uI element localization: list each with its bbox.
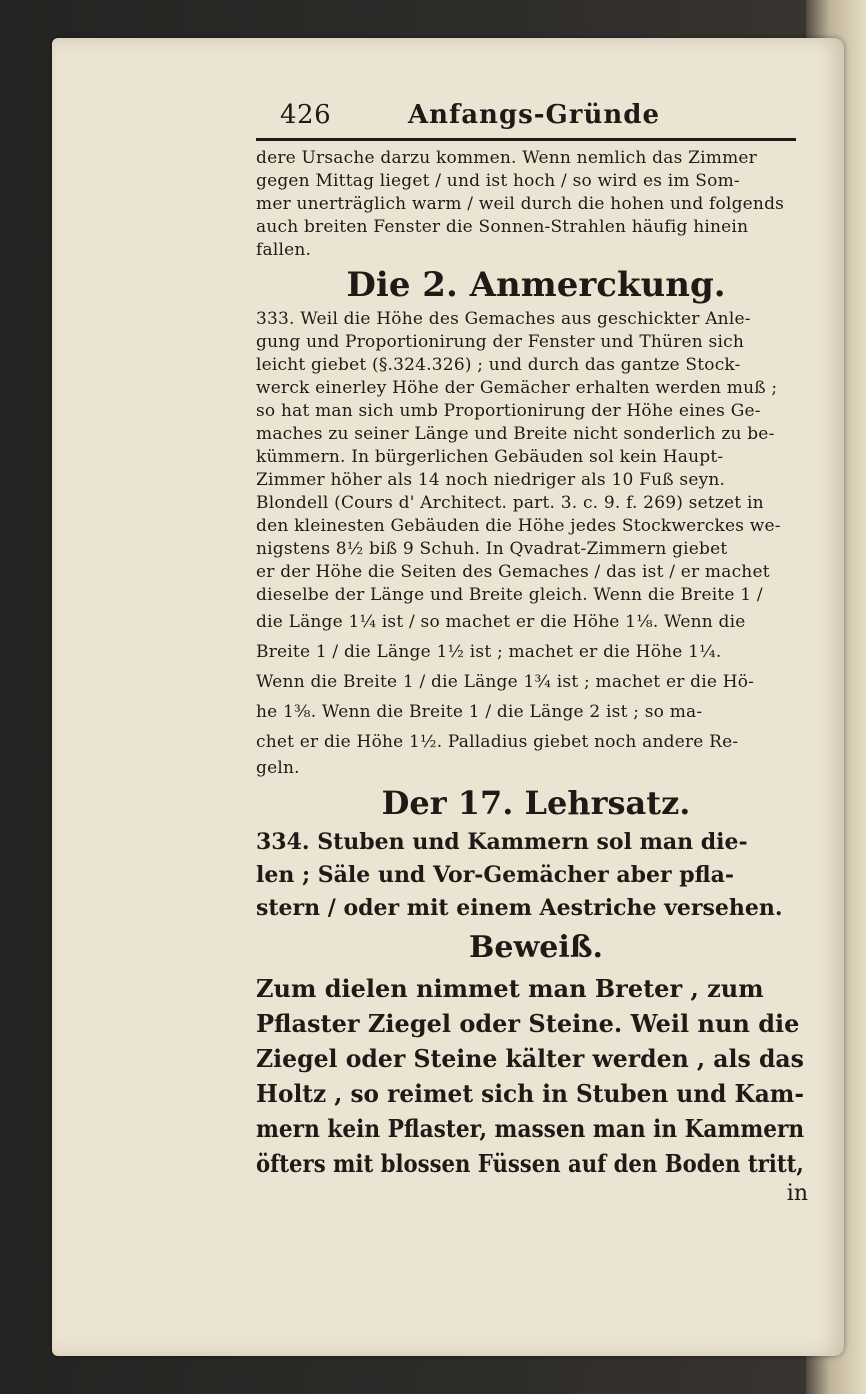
text-line: dere Ursache darzu kommen. Wenn nemlich das Zimmer — [256, 148, 757, 168]
text-line: Zimmer höher als 14 noch niedriger als 10 Fuß seyn. — [256, 470, 726, 490]
text-line: 333. Weil die Höhe des Gemaches aus geschickter Anle- — [256, 309, 751, 329]
text-line: stern / oder mit einem Aestriche versehen. — [256, 895, 783, 921]
text-line: er der Höhe die Seiten des Gemaches / das ist / er machet — [256, 562, 770, 582]
text-line: Breite 1 / die Länge 1½ ist ; machet er die Höhe 1¼. — [256, 642, 722, 662]
theorem-334 — [256, 826, 816, 925]
text-line: Holtz , so reimet sich in Stuben und Kam- — [256, 1079, 804, 1108]
text-line: Zum dielen nimmet man Breter , zum — [256, 974, 764, 1003]
header-rule — [256, 138, 796, 141]
text-line: chet er die Höhe 1½. Palladius giebet noch andere Re- — [256, 732, 739, 752]
text-line: leicht giebet (§.324.326) ; und durch das gantze Stock- — [256, 355, 741, 375]
section-heading-beweiss: Beweiß. — [469, 930, 603, 965]
text-line: den kleinesten Gebäuden die Höhe jedes Stockwerckes we- — [256, 516, 781, 536]
page-header — [280, 100, 660, 130]
section-heading-lehrsatz: Der 17. Lehrsatz. — [381, 784, 691, 822]
text-line: gung und Proportionirung der Fenster und Thüren sich — [256, 332, 744, 352]
text-line: geln. — [256, 758, 300, 778]
text-line: Ziegel oder Steine kälter werden , als das — [256, 1044, 804, 1073]
text-line: so hat man sich umb Proportionirung der Höhe eines Ge- — [256, 401, 761, 421]
text-line: werck einerley Höhe der Gemächer erhalten werden muß ; — [256, 378, 778, 398]
text-line: nigstens 8½ biß 9 Schuh. In Qvadrat-Zimmern giebet — [256, 539, 728, 559]
text-line: die Länge 1¼ ist / so machet er die Höhe 1⅛. Wenn die — [256, 612, 746, 632]
text-line: mern kein Pflaster, massen man in Kammern — [256, 1114, 805, 1143]
text-line: gegen Mittag lieget / und ist hoch / so wird es im Som- — [256, 171, 740, 191]
proof-paragraph — [256, 971, 816, 1181]
text-line: Pflaster Ziegel oder Steine. Weil nun die — [256, 1009, 800, 1038]
text-line: kümmern. In bürgerlichen Gebäuden sol kein Haupt- — [256, 447, 724, 467]
paragraph-333 — [256, 308, 816, 780]
text-line: Wenn die Breite 1 / die Länge 1¾ ist ; machet er die Hö- — [256, 672, 755, 692]
section-heading-anmerckung: Die 2. Anmerckung. — [346, 265, 726, 305]
paragraph-continuation — [256, 147, 816, 262]
running-title: Anfangs-Gründe — [407, 100, 660, 130]
text-line: auch breiten Fenster die Sonnen-Strahlen häufig hinein — [256, 217, 749, 237]
text-line: mer unerträglich warm / weil durch die hohen und folgends — [256, 194, 785, 214]
text-line: Blondell (Cours d' Architect. part. 3. c. 9. f. 269) setzet in — [256, 493, 764, 513]
page-text — [256, 100, 816, 1206]
page-number: 426 — [280, 100, 332, 130]
catchword: in — [786, 1181, 808, 1206]
text-line: maches zu seiner Länge und Breite nicht sonderlich zu be- — [256, 424, 775, 444]
text-line: öfters mit blossen Füssen auf den Boden tritt, — [256, 1149, 804, 1178]
text-line: len ; Säle und Vor-Gemächer aber pfla- — [256, 862, 735, 888]
text-line: fallen. — [256, 240, 312, 260]
text-line: dieselbe der Länge und Breite gleich. Wenn die Breite 1 / — [256, 585, 763, 605]
text-line: he 1⅜. Wenn die Breite 1 / die Länge 2 ist ; so ma- — [256, 702, 703, 722]
text-line: 334. Stuben und Kammern sol man die- — [256, 829, 748, 855]
